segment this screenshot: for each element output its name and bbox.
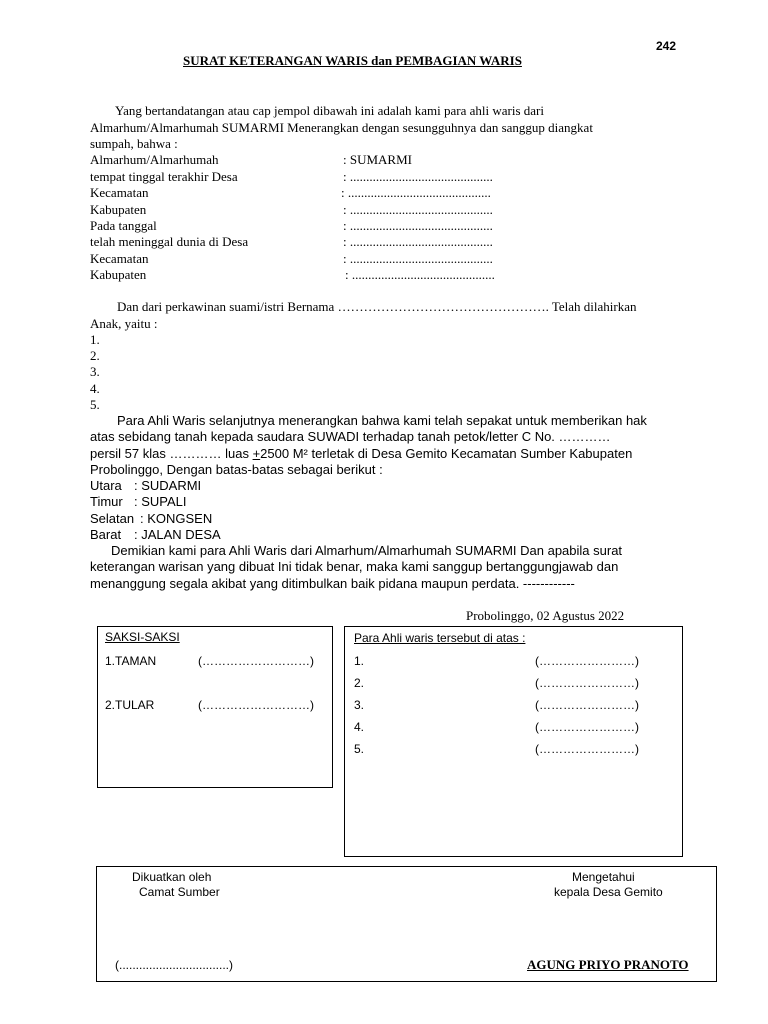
closing-line-3: menanggung segala akibat yang ditimbulkan baik pidana maupun perdata. ------------ bbox=[90, 576, 575, 591]
approval-right-line-1: Mengetahui bbox=[572, 870, 635, 884]
heir-signature: (……………………) bbox=[535, 720, 639, 734]
border-dir: Timur bbox=[90, 494, 123, 509]
approval-box bbox=[96, 866, 717, 982]
child-item: 4. bbox=[90, 381, 100, 396]
witness-name: 1.TAMAN bbox=[105, 654, 157, 668]
agreement-line-1: Para Ahli Waris selanjutnya menerangkan bahwa kami telah sepakat untuk memberikan hak bbox=[117, 413, 647, 428]
field-label: Kecamatan bbox=[90, 185, 149, 200]
heir-number: 4. bbox=[354, 720, 365, 734]
border-value: : SUPALI bbox=[134, 494, 187, 509]
agreement-line-2: atas sebidang tanah kepada saudara SUWADI terhadap tanah petok/letter C No. ………… bbox=[90, 429, 611, 444]
child-item: 3. bbox=[90, 364, 100, 379]
page-number: 242 bbox=[656, 39, 677, 53]
witness-signature: (………………………) bbox=[198, 698, 314, 712]
heir-number: 5. bbox=[354, 742, 365, 756]
field-value: : ............................................ bbox=[343, 234, 493, 249]
agreement-line-4: Probolinggo, Dengan batas-batas sebagai berikut : bbox=[90, 462, 383, 477]
field-value: : ............................................ bbox=[345, 267, 495, 282]
plus-minus-sign: + bbox=[252, 446, 261, 461]
approval-right-line-2: kepala Desa Gemito bbox=[554, 885, 663, 899]
field-value: : ............................................ bbox=[343, 202, 493, 217]
field-label: Kabupaten bbox=[90, 202, 147, 217]
closing-line-2: keterangan warisan yang dibuat Ini tidak benar, maka kami sanggup bertanggungjawab dan bbox=[90, 559, 619, 574]
border-value: : KONGSEN bbox=[140, 511, 213, 526]
field-label: telah meninggal dunia di Desa bbox=[90, 234, 249, 249]
border-dir: Utara bbox=[90, 478, 122, 493]
intro-line-1: Yang bertandatangan atau cap jempol dibawah ini adalah kami para ahli waris dari bbox=[115, 103, 544, 118]
field-value: : ............................................ bbox=[343, 251, 493, 266]
border-dir: Selatan bbox=[90, 511, 135, 526]
field-value: : ............................................ bbox=[341, 185, 491, 200]
intro-line-2: Almarhum/Almarhumah SUMARMI Menerangkan dengan sesungguhnya dan sanggup diangkat bbox=[90, 120, 593, 135]
child-item: 2. bbox=[90, 348, 100, 363]
agreement-line-3-a: persil 57 klas ………… luas bbox=[90, 446, 253, 461]
heirs-box bbox=[344, 626, 683, 857]
field-value: : ............................................ bbox=[343, 218, 493, 233]
approval-right-name: AGUNG PRIYO PRANOTO bbox=[527, 957, 689, 972]
border-dir: Barat bbox=[90, 527, 122, 542]
agreement-line-3 bbox=[90, 446, 632, 462]
child-item: 1. bbox=[90, 332, 100, 347]
approval-left-signature: (.................................) bbox=[115, 958, 234, 972]
heir-signature: (……………………) bbox=[535, 742, 639, 756]
witness-signature: (………………………) bbox=[198, 654, 314, 668]
border-value: : SUDARMI bbox=[134, 478, 202, 493]
child-item: 5. bbox=[90, 397, 100, 412]
heir-number: 1. bbox=[354, 654, 365, 668]
heir-signature: (……………………) bbox=[535, 698, 639, 712]
field-label: Pada tanggal bbox=[90, 218, 157, 233]
field-label: Kecamatan bbox=[90, 251, 149, 266]
witness-box bbox=[97, 626, 333, 788]
marriage-line-2: Anak, yaitu : bbox=[90, 316, 158, 331]
witness-name: 2.TULAR bbox=[105, 698, 155, 712]
marriage-line-1: Dan dari perkawinan suami/istri Bernama …………………………………………. Telah dilahirkan bbox=[117, 299, 637, 314]
heir-signature: (……………………) bbox=[535, 654, 639, 668]
heirs-heading: Para Ahli waris tersebut di atas : bbox=[354, 631, 526, 645]
heir-number: 2. bbox=[354, 676, 365, 690]
agreement-line-3-b: 2500 M² terletak di Desa Gemito Kecamatan Sumber Kabupaten bbox=[260, 446, 633, 461]
field-label: Almarhum/Almarhumah bbox=[90, 152, 219, 167]
place-date: Probolinggo, 02 Agustus 2022 bbox=[466, 608, 625, 623]
approval-left-line-1: Dikuatkan oleh bbox=[132, 870, 212, 884]
approval-left-line-2: Camat Sumber bbox=[139, 885, 220, 899]
border-value: : JALAN DESA bbox=[134, 527, 221, 542]
heir-signature: (……………………) bbox=[535, 676, 639, 690]
document-title: SURAT KETERANGAN WARIS dan PEMBAGIAN WARIS bbox=[183, 53, 522, 68]
field-value: : ............................................ bbox=[343, 169, 493, 184]
intro-line-3: sumpah, bahwa : bbox=[90, 136, 178, 151]
closing-line-1: Demikian kami para Ahli Waris dari Almarhum/Almarhumah SUMARMI Dan apabila surat bbox=[111, 543, 623, 558]
field-label: tempat tinggal terakhir Desa bbox=[90, 169, 238, 184]
field-value: : SUMARMI bbox=[343, 152, 412, 167]
witness-heading: SAKSI-SAKSI bbox=[105, 630, 180, 644]
field-label: Kabupaten bbox=[90, 267, 147, 282]
heir-number: 3. bbox=[354, 698, 365, 712]
